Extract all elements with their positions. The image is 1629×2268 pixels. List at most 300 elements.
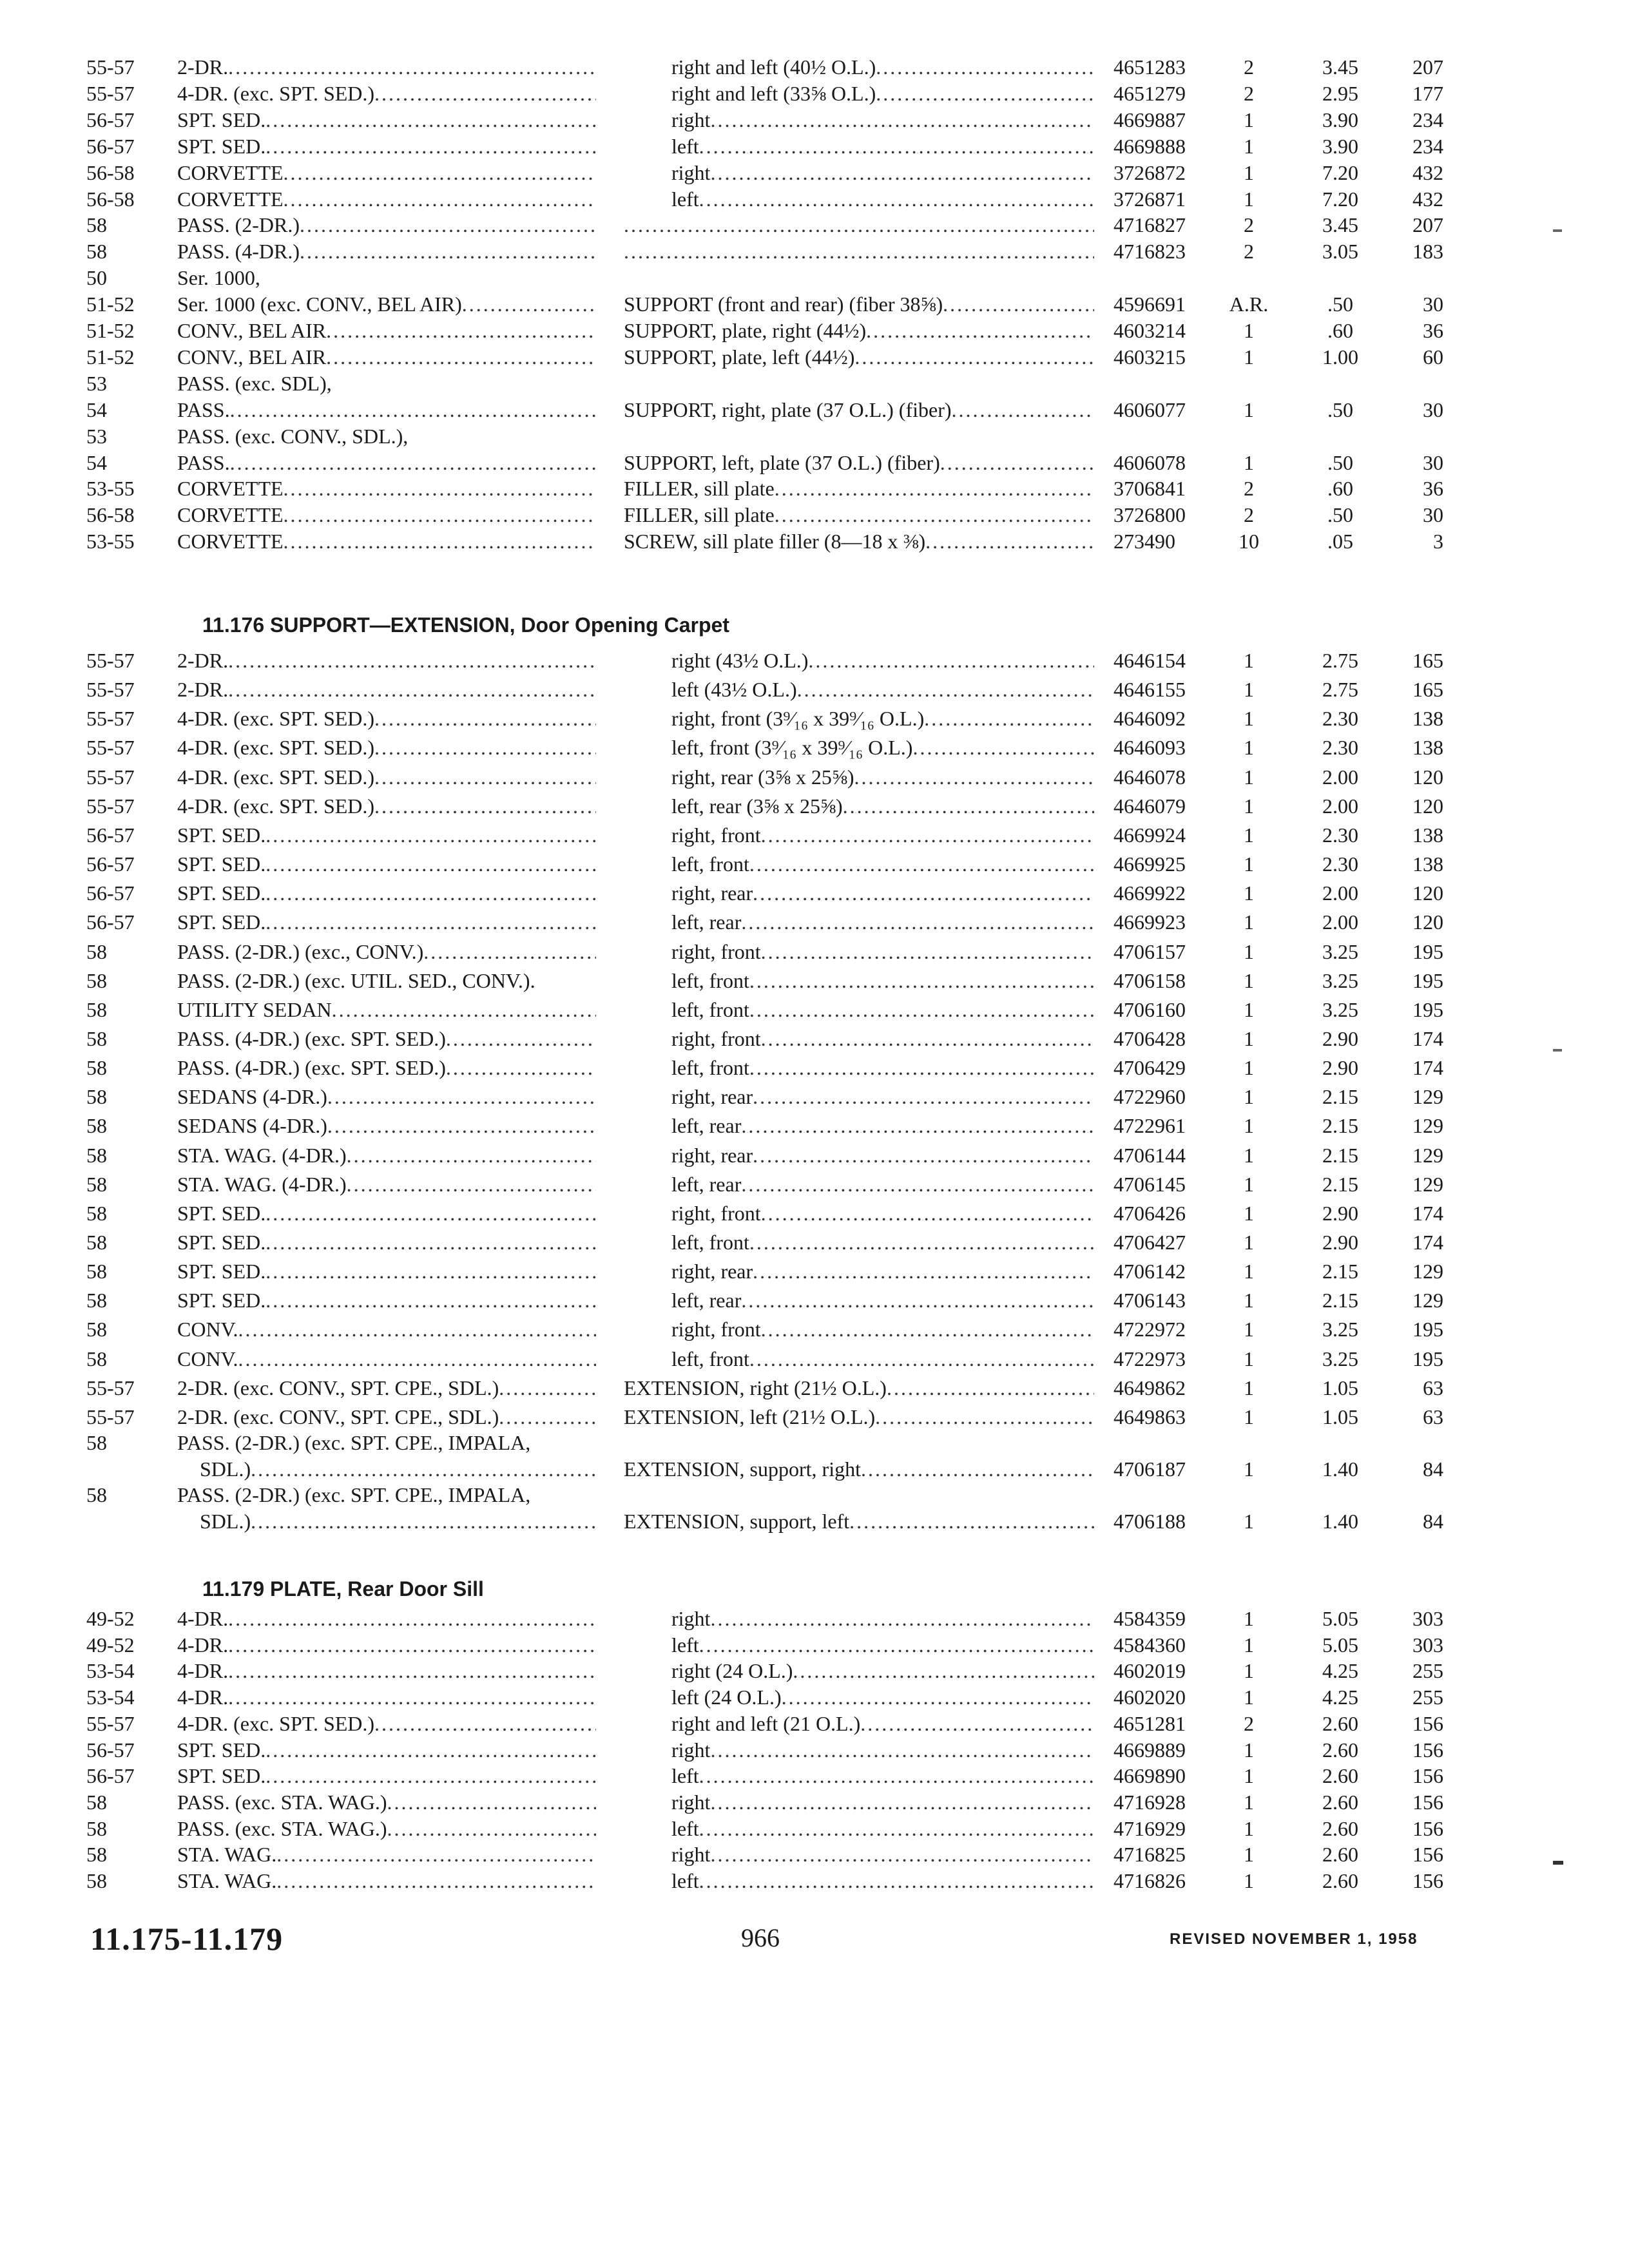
model-description-text: SPT. SED. — [177, 108, 266, 131]
model-description-text: CONV., BEL AIR — [177, 345, 327, 369]
year-range — [86, 291, 170, 317]
part-description — [671, 1658, 1094, 1684]
model-description-text: CONV. — [177, 1318, 238, 1341]
price-text: 2.90 — [1322, 1056, 1358, 1080]
list-value — [1379, 1171, 1443, 1197]
quantity — [1217, 450, 1281, 476]
list-value — [1379, 318, 1443, 343]
part-description-text: SUPPORT (front and rear) (fiber 38⅝) — [624, 293, 943, 316]
year-range-text: 58 — [86, 1026, 107, 1050]
quantity-text: 1 — [1244, 1114, 1254, 1138]
list-value — [1379, 1084, 1443, 1110]
list-value-text: 165 — [1412, 678, 1443, 702]
part-number-text: 4606077 — [1113, 398, 1186, 421]
part-number-text: 4706157 — [1113, 939, 1186, 963]
list-value-text: 129 — [1412, 1260, 1443, 1283]
year-range-text: 55-57 — [86, 81, 135, 105]
quantity-text: 1 — [1244, 968, 1254, 992]
part-number — [1113, 212, 1229, 238]
part-number-text: 4646154 — [1113, 649, 1186, 672]
list-value-text: 195 — [1412, 1318, 1443, 1341]
model-description — [177, 677, 596, 702]
quantity-text: 2 — [1244, 1711, 1254, 1735]
year-range — [86, 54, 170, 80]
quantity — [1217, 1789, 1281, 1815]
part-description-text: FILLER, sill plate — [624, 503, 775, 527]
year-range-text: 58 — [86, 1085, 107, 1109]
part-description — [624, 1456, 1094, 1482]
dot-leader — [943, 293, 1094, 316]
year-range — [86, 1684, 170, 1710]
part-number — [1113, 1055, 1229, 1081]
model-description — [177, 291, 596, 317]
section-heading-11-179: 11.179 PLATE, Rear Door Sill — [202, 1577, 484, 1600]
year-range — [86, 764, 170, 790]
year-range — [86, 1171, 170, 1197]
model-description-text: 4-DR. — [177, 1633, 229, 1657]
dot-leader — [374, 736, 596, 759]
price-text: 2.90 — [1322, 1231, 1358, 1254]
dot-leader — [793, 1659, 1094, 1682]
part-description-text: right, front — [671, 823, 761, 847]
quantity — [1217, 1404, 1281, 1430]
dot-leader — [925, 530, 1094, 553]
quantity — [1217, 397, 1281, 423]
year-range — [86, 1632, 170, 1658]
list-value — [1379, 450, 1443, 476]
price-text: 1.40 — [1322, 1509, 1358, 1533]
model-description-text: SDL.) — [200, 1509, 251, 1533]
year-range — [86, 1084, 170, 1110]
list-value — [1379, 344, 1443, 370]
part-number — [1113, 851, 1229, 877]
dot-leader — [887, 1376, 1094, 1399]
part-description-text: right (24 O.L.) — [671, 1659, 793, 1683]
list-value-text: 174 — [1412, 1231, 1443, 1254]
quantity — [1217, 238, 1281, 264]
year-range-text: 58 — [86, 240, 107, 264]
quantity-text: 2 — [1244, 240, 1254, 264]
part-description-text: left, front — [671, 968, 749, 992]
dot-leader — [284, 530, 596, 553]
dot-leader — [462, 293, 596, 316]
model-description-text: STA. WAG. — [177, 1843, 277, 1867]
part-number-text: 4596691 — [1113, 293, 1186, 316]
part-number-text: 4651283 — [1113, 55, 1186, 79]
model-description — [177, 502, 596, 528]
price-text: 7.20 — [1322, 187, 1358, 211]
model-description-text: PASS. (exc. SDL), — [177, 371, 332, 395]
quantity — [1217, 1142, 1281, 1168]
year-range — [86, 81, 170, 106]
dot-leader — [761, 940, 1094, 963]
list-value — [1379, 1684, 1443, 1710]
part-number-text: 4606078 — [1113, 450, 1186, 474]
dot-leader — [710, 1738, 1094, 1762]
part-number-text: 4649862 — [1113, 1376, 1186, 1399]
part-number-text: 4669923 — [1113, 910, 1186, 934]
dot-leader — [230, 398, 596, 421]
dot-leader — [775, 503, 1094, 526]
part-number — [1113, 1346, 1229, 1372]
part-description — [671, 851, 1094, 877]
part-description — [671, 1684, 1094, 1710]
model-description — [177, 1229, 596, 1255]
year-range-text: 49-52 — [86, 1633, 135, 1657]
dot-leader — [940, 451, 1094, 474]
list-value-text: 129 — [1412, 1143, 1443, 1167]
list-value — [1379, 677, 1443, 702]
list-value — [1379, 706, 1443, 731]
model-description-text: Ser. 1000, — [177, 266, 260, 290]
quantity-text: 1 — [1244, 765, 1254, 789]
model-description-text: 4-DR. — [177, 1686, 229, 1709]
list-value — [1379, 1346, 1443, 1372]
quantity-text: 1 — [1244, 1289, 1254, 1312]
part-number — [1113, 1084, 1229, 1110]
part-number — [1113, 1632, 1229, 1658]
model-description — [177, 968, 596, 994]
model-description — [177, 1375, 596, 1401]
list-value-text: 195 — [1412, 939, 1443, 963]
scan-speck — [1553, 229, 1562, 232]
dot-leader — [446, 1056, 596, 1079]
price-text: 1.00 — [1322, 345, 1358, 369]
model-description — [177, 186, 596, 212]
year-range — [86, 1763, 170, 1789]
part-description-text: right, rear — [671, 1085, 753, 1109]
dot-leader — [843, 794, 1094, 818]
year-range-text: 51-52 — [86, 319, 135, 342]
quantity-text: 1 — [1244, 1633, 1254, 1657]
price-text: 2.60 — [1322, 1711, 1358, 1735]
part-number — [1113, 793, 1229, 819]
part-description-text: left, front — [671, 1347, 749, 1370]
dot-leader — [741, 1289, 1094, 1312]
quantity-text: 1 — [1244, 1085, 1254, 1109]
model-description — [200, 1456, 596, 1482]
part-number-text: 4722972 — [1113, 1318, 1186, 1341]
dot-leader — [228, 1633, 596, 1657]
section-heading-11-176: 11.176 SUPPORT—EXTENSION, Door Opening Carpet — [202, 613, 729, 637]
price-text: 2.90 — [1322, 1026, 1358, 1050]
year-range-text: 55-57 — [86, 678, 135, 702]
part-description — [671, 706, 1094, 731]
model-description — [177, 1789, 596, 1815]
quantity-text: 1 — [1244, 1738, 1254, 1762]
quantity-text: 2 — [1244, 503, 1254, 527]
model-description-text: UTILITY SEDAN — [177, 997, 332, 1021]
year-range — [86, 822, 170, 848]
year-range-text: 54 — [86, 398, 107, 421]
part-description-text: left (43½ O.L.) — [671, 678, 797, 702]
part-number — [1113, 880, 1229, 906]
price-text: 4.25 — [1322, 1686, 1358, 1709]
year-range — [86, 133, 170, 159]
list-value-text: 174 — [1412, 1201, 1443, 1225]
quantity-text: 1 — [1244, 1201, 1254, 1225]
year-range — [86, 851, 170, 877]
quantity — [1217, 1456, 1281, 1482]
dot-leader — [347, 1173, 596, 1196]
model-description — [177, 1258, 596, 1284]
quantity-text: 2 — [1244, 477, 1254, 501]
list-value-text: 30 — [1423, 293, 1443, 316]
year-range — [86, 1737, 170, 1763]
quantity-text: 1 — [1244, 1509, 1254, 1533]
quantity-text: 1 — [1244, 1026, 1254, 1050]
model-description-text: CORVETTE — [177, 503, 284, 527]
dot-leader — [710, 1843, 1094, 1866]
year-range — [86, 238, 170, 264]
dot-leader — [699, 1869, 1094, 1892]
quantity — [1217, 793, 1281, 819]
quantity-text: 1 — [1244, 1457, 1254, 1481]
part-number-text: 4716928 — [1113, 1790, 1186, 1814]
part-number-text: 4603214 — [1113, 319, 1186, 342]
list-value-text: 255 — [1412, 1686, 1443, 1709]
part-number-text: 4706143 — [1113, 1289, 1186, 1312]
dot-leader — [854, 765, 1094, 789]
model-description — [177, 212, 596, 238]
year-range — [86, 1375, 170, 1401]
year-range-text: 58 — [86, 1790, 107, 1814]
part-number-text: 4706428 — [1113, 1026, 1186, 1050]
model-description-text: PASS. (exc. STA. WAG.) — [177, 1790, 387, 1814]
list-value-text: 432 — [1412, 160, 1443, 184]
part-number — [1113, 450, 1229, 476]
part-number — [1113, 81, 1229, 106]
part-description — [671, 1763, 1094, 1789]
year-range-text: 58 — [86, 1201, 107, 1225]
part-number — [1113, 1171, 1229, 1197]
part-number-text: 4602020 — [1113, 1686, 1186, 1709]
year-range — [86, 1200, 170, 1226]
part-number-text: 4706187 — [1113, 1457, 1186, 1481]
part-description — [624, 1375, 1094, 1401]
model-description-text: PASS. (2-DR.) — [177, 213, 300, 237]
part-number-text: 4646155 — [1113, 678, 1186, 702]
part-description — [671, 648, 1094, 673]
year-range — [86, 1287, 170, 1313]
model-description-text: SPT. SED. — [177, 1231, 266, 1254]
model-description-text: 4-DR. (exc. SPT. SED.) — [177, 707, 375, 731]
price-text: 2.60 — [1322, 1869, 1358, 1892]
part-description — [624, 528, 1094, 554]
part-description-text: right — [671, 108, 711, 131]
dot-leader — [276, 1843, 596, 1866]
model-description-text: SEDANS (4-DR.) — [177, 1114, 327, 1138]
scan-speck — [1553, 1049, 1562, 1052]
dot-leader — [251, 1510, 596, 1533]
part-description — [671, 1055, 1094, 1081]
year-range — [86, 1482, 170, 1508]
part-number — [1113, 1316, 1229, 1342]
model-description — [177, 1287, 596, 1313]
list-value — [1379, 133, 1443, 159]
year-range — [86, 1841, 170, 1867]
quantity — [1217, 706, 1281, 731]
dot-leader — [753, 881, 1094, 905]
dot-leader — [753, 1144, 1094, 1167]
part-description-text: left — [671, 1816, 699, 1840]
year-range-text: 58 — [86, 1056, 107, 1080]
quantity — [1217, 1316, 1281, 1342]
list-value — [1379, 528, 1443, 554]
part-description-text: FILLER, sill plate — [624, 477, 775, 501]
quantity-text: 1 — [1244, 398, 1254, 421]
model-description — [177, 1171, 596, 1197]
price-text: 3.25 — [1322, 1318, 1358, 1341]
quantity-text: 1 — [1244, 649, 1254, 672]
price-text: 3.45 — [1322, 213, 1358, 237]
part-number-text: 4706158 — [1113, 968, 1186, 992]
price-text: 2.90 — [1322, 1201, 1358, 1225]
quantity — [1217, 880, 1281, 906]
dot-leader — [761, 823, 1094, 847]
model-description — [177, 1737, 596, 1763]
price-text: 1.05 — [1322, 1405, 1358, 1428]
price-text: 2.15 — [1322, 1085, 1358, 1109]
dot-leader — [741, 1114, 1094, 1137]
model-description-text: 2-DR. — [177, 649, 229, 672]
quantity-text: 1 — [1244, 1816, 1254, 1840]
list-value — [1379, 476, 1443, 501]
quantity — [1217, 1508, 1281, 1534]
part-number — [1113, 1200, 1229, 1226]
part-description — [671, 1287, 1094, 1313]
year-range-text: 54 — [86, 450, 107, 474]
list-value — [1379, 851, 1443, 877]
part-number-text: 4706142 — [1113, 1260, 1186, 1283]
list-value-text: 129 — [1412, 1172, 1443, 1196]
list-value-text: 303 — [1412, 1607, 1443, 1630]
part-number-text: 3726800 — [1113, 503, 1186, 527]
model-description — [177, 793, 596, 819]
dot-leader — [808, 649, 1094, 672]
model-description — [177, 370, 596, 396]
list-value — [1379, 1026, 1443, 1052]
quantity-text: 1 — [1244, 1659, 1254, 1683]
dot-leader — [741, 910, 1094, 934]
part-number — [1113, 397, 1229, 423]
model-description-text: PASS. (exc. STA. WAG.) — [177, 1816, 387, 1840]
part-number — [1113, 968, 1229, 994]
part-number — [1113, 1026, 1229, 1052]
year-range-text: 58 — [86, 1843, 107, 1867]
model-description-text: 4-DR. (exc. SPT. SED.) — [177, 81, 375, 105]
list-value — [1379, 735, 1443, 760]
part-description — [624, 502, 1094, 528]
year-range-text: 55-57 — [86, 736, 135, 760]
part-description — [671, 735, 1094, 760]
part-description-text: right and left (33⅝ O.L.) — [671, 81, 876, 105]
list-value — [1379, 238, 1443, 264]
year-range — [86, 1229, 170, 1255]
part-description — [671, 764, 1094, 790]
part-description — [671, 81, 1094, 106]
list-value — [1379, 1258, 1443, 1284]
price-text: 2.30 — [1322, 707, 1358, 731]
year-range — [86, 1789, 170, 1815]
dot-leader — [749, 969, 1094, 992]
list-value — [1379, 212, 1443, 238]
model-description — [177, 822, 596, 848]
quantity-text: 2 — [1244, 213, 1254, 237]
part-description — [671, 822, 1094, 848]
model-description-text: SPT. SED. — [177, 1260, 266, 1283]
dot-leader — [624, 240, 1094, 263]
dot-leader — [265, 135, 596, 158]
year-range-text: 58 — [86, 968, 107, 992]
year-range — [86, 397, 170, 423]
model-description-text: PASS. (exc. CONV., SDL.), — [177, 424, 409, 448]
quantity — [1217, 997, 1281, 1023]
year-range-text: 58 — [86, 1816, 107, 1840]
part-number — [1113, 318, 1229, 343]
model-description — [177, 54, 596, 80]
dot-leader — [423, 940, 596, 963]
model-description — [177, 1084, 596, 1110]
quantity — [1217, 939, 1281, 965]
year-range — [86, 1430, 170, 1456]
model-description — [177, 1684, 596, 1710]
price-text: 2.30 — [1322, 736, 1358, 760]
model-description — [177, 1841, 596, 1867]
list-value — [1379, 54, 1443, 80]
dot-leader — [374, 794, 596, 818]
list-value — [1379, 502, 1443, 528]
part-number-text: 4722960 — [1113, 1085, 1186, 1109]
model-description — [177, 706, 596, 731]
part-number-text: 4646078 — [1113, 765, 1186, 789]
part-description — [671, 1316, 1094, 1342]
year-range — [86, 1142, 170, 1168]
price-text: .60 — [1327, 319, 1353, 342]
price-text: 1.05 — [1322, 1376, 1358, 1399]
part-description-text: right — [671, 160, 711, 184]
dot-leader — [710, 108, 1094, 131]
part-number — [1113, 939, 1229, 965]
year-range — [86, 997, 170, 1023]
model-description-text: PASS. (2-DR.) (exc. SPT. CPE., IMPALA, — [177, 1483, 531, 1507]
part-description — [671, 186, 1094, 212]
list-value-text: 174 — [1412, 1056, 1443, 1080]
part-number — [1113, 160, 1229, 186]
list-value-text: 63 — [1423, 1376, 1443, 1399]
list-value — [1379, 1816, 1443, 1841]
part-number-text: 273490 — [1113, 530, 1175, 553]
part-number — [1113, 1456, 1229, 1482]
part-description — [671, 1026, 1094, 1052]
part-description-text: right and left (21 O.L.) — [671, 1711, 861, 1735]
list-value-text: 36 — [1423, 477, 1443, 501]
dot-leader — [710, 1607, 1094, 1630]
dot-leader — [699, 187, 1094, 211]
year-range — [86, 1113, 170, 1139]
part-number-text: 4602019 — [1113, 1659, 1186, 1683]
part-number-text: 4649863 — [1113, 1405, 1186, 1428]
dot-leader — [761, 1202, 1094, 1225]
part-number-text: 4669924 — [1113, 823, 1186, 847]
year-range-text: 56-57 — [86, 852, 135, 876]
quantity — [1217, 476, 1281, 501]
price-text: 2.00 — [1322, 881, 1358, 905]
year-range-text: 58 — [86, 1431, 107, 1455]
part-description-text: right, rear — [671, 1143, 753, 1167]
year-range — [86, 186, 170, 212]
list-value-text: 303 — [1412, 1633, 1443, 1657]
